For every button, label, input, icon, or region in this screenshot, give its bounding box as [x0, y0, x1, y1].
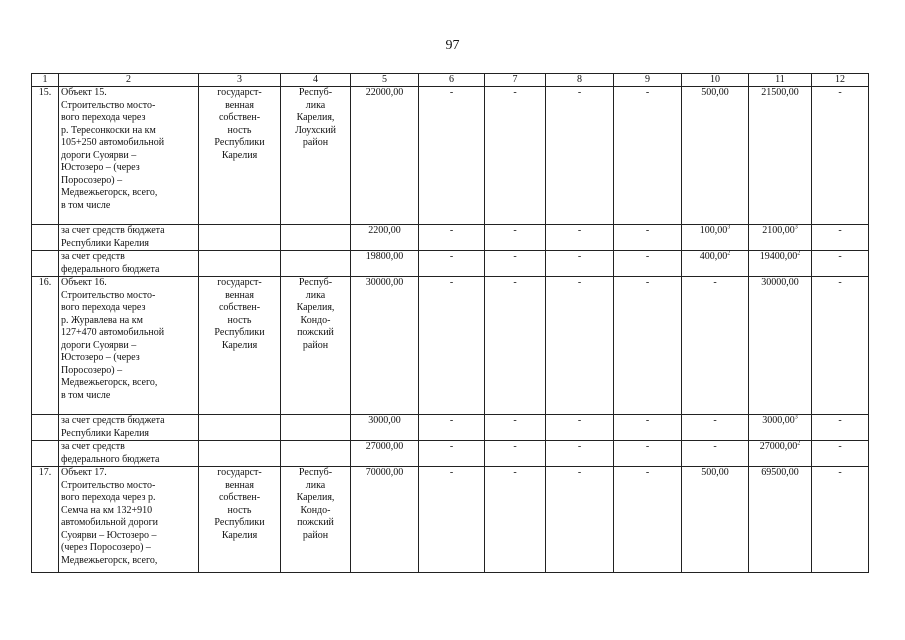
cell-col12: -	[812, 87, 869, 225]
cell-col8: -	[546, 87, 614, 225]
ownership: государст- венная собствен- ность Республики Карелия	[199, 467, 281, 573]
cell-col11: 2100,00$^3$	[749, 225, 812, 251]
row-number: 17.	[32, 467, 59, 573]
cell-col9: -	[614, 225, 682, 251]
row-number	[32, 415, 59, 441]
row-number	[32, 225, 59, 251]
location: Респуб- лика Карелия, Лоухский район	[281, 87, 351, 225]
cell-col12: -	[812, 467, 869, 573]
object-name: за счет средств бюджета Республики Карелия	[59, 415, 199, 441]
cell-col5: 19800,00	[351, 251, 419, 277]
cell-col7: -	[485, 225, 546, 251]
cell-col12: -	[812, 225, 869, 251]
location: Респуб- лика Карелия, Кондо- пожский район	[281, 467, 351, 573]
cell-col9: -	[614, 415, 682, 441]
cell-col12: -	[812, 277, 869, 415]
cell-col9: -	[614, 251, 682, 277]
ownership	[199, 441, 281, 467]
col-header: 9	[614, 74, 682, 87]
cell-col11: 69500,00	[749, 467, 812, 573]
cell-col11: 19400,00$^2$	[749, 251, 812, 277]
row-number	[32, 251, 59, 277]
location	[281, 225, 351, 251]
table-row	[32, 277, 869, 415]
cell-col10: -	[682, 441, 749, 467]
location: Респуб- лика Карелия, Кондо- пожский район	[281, 277, 351, 415]
cell-col8: -	[546, 225, 614, 251]
col-header: 8	[546, 74, 614, 87]
document-table	[31, 73, 869, 573]
cell-col5: 30000,00	[351, 277, 419, 415]
cell-col11: 30000,00	[749, 277, 812, 415]
cell-col9: -	[614, 467, 682, 573]
cell-col8: -	[546, 415, 614, 441]
cell-col6: -	[419, 467, 485, 573]
ownership: государст- венная собствен- ность Республики Карелия	[199, 277, 281, 415]
cell-col9: -	[614, 441, 682, 467]
header-row	[32, 74, 869, 87]
cell-col5: 70000,00	[351, 467, 419, 573]
col-header: 4	[281, 74, 351, 87]
location	[281, 251, 351, 277]
cell-col11: 3000,00$^3$	[749, 415, 812, 441]
location	[281, 441, 351, 467]
cell-col7: -	[485, 277, 546, 415]
col-header: 11	[749, 74, 812, 87]
cell-col8: -	[546, 467, 614, 573]
cell-col11: 21500,00	[749, 87, 812, 225]
ownership	[199, 415, 281, 441]
cell-col12: -	[812, 415, 869, 441]
page-number: 97	[445, 38, 460, 53]
cell-col8: -	[546, 251, 614, 277]
table-row	[32, 87, 869, 225]
cell-col10: 500,00	[682, 467, 749, 573]
cell-col10: 400,00$^2$	[682, 251, 749, 277]
cell-col5: 2200,00	[351, 225, 419, 251]
col-header: 12	[812, 74, 869, 87]
cell-col7: -	[485, 441, 546, 467]
cell-col8: -	[546, 441, 614, 467]
row-number	[32, 441, 59, 467]
cell-col9: -	[614, 87, 682, 225]
cell-col7: -	[485, 251, 546, 277]
object-name: за счет средств федерального бюджета	[59, 441, 199, 467]
col-header: 1	[32, 74, 59, 87]
cell-col5: 3000,00	[351, 415, 419, 441]
cell-col8: -	[546, 277, 614, 415]
cell-col10: 100,00$^3$	[682, 225, 749, 251]
cell-col10: -	[682, 277, 749, 415]
cell-col12: -	[812, 251, 869, 277]
cell-col6: -	[419, 251, 485, 277]
cell-col12: -	[812, 441, 869, 467]
col-header: 10	[682, 74, 749, 87]
cell-col9: -	[614, 277, 682, 415]
table-row	[32, 415, 869, 441]
cell-col6: -	[419, 225, 485, 251]
table-row	[32, 467, 869, 573]
cell-col6: -	[419, 441, 485, 467]
location	[281, 415, 351, 441]
table-row	[32, 251, 869, 277]
col-header: 6	[419, 74, 485, 87]
object-name: за счет средств федерального бюджета	[59, 251, 199, 277]
col-header: 7	[485, 74, 546, 87]
row-number: 15.	[32, 87, 59, 225]
object-name: за счет средств бюджета Республики Карелия	[59, 225, 199, 251]
object-name: Объект 15. Строительство мосто- вого перехода через р. Тересонкоски на км 105+250 автомобильной дороги Суоярви – Юстозеро – (через Поросозеро) – Медвежьегорск, всего, в том числе	[59, 87, 199, 225]
object-name: Объект 17. Строительство мосто- вого перехода через р. Семча на км 132+910 автомобильной дороги Суоярви – Юстозеро – (через Поросозеро) – Медвежьегорск, всего,	[59, 467, 199, 573]
cell-col7: -	[485, 87, 546, 225]
col-header: 2	[59, 74, 199, 87]
cell-col6: -	[419, 415, 485, 441]
col-header: 3	[199, 74, 281, 87]
ownership	[199, 225, 281, 251]
object-name: Объект 16. Строительство мосто- вого перехода через р. Журавлева на км 127+470 автомобильной дороги Суоярви – Юстозеро – (через Поросозеро) – Медвежьегорск, всего, в том числе	[59, 277, 199, 415]
table-row	[32, 225, 869, 251]
cell-col6: -	[419, 277, 485, 415]
cell-col11: 27000,00$^2$	[749, 441, 812, 467]
cell-col10: 500,00	[682, 87, 749, 225]
cell-col6: -	[419, 87, 485, 225]
cell-col7: -	[485, 415, 546, 441]
cell-col10: -	[682, 415, 749, 441]
ownership: государст- венная собствен- ность Республики Карелия	[199, 87, 281, 225]
ownership	[199, 251, 281, 277]
cell-col7: -	[485, 467, 546, 573]
cell-col5: 27000,00	[351, 441, 419, 467]
row-number: 16.	[32, 277, 59, 415]
col-header: 5	[351, 74, 419, 87]
cell-col5: 22000,00	[351, 87, 419, 225]
table-row	[32, 441, 869, 467]
